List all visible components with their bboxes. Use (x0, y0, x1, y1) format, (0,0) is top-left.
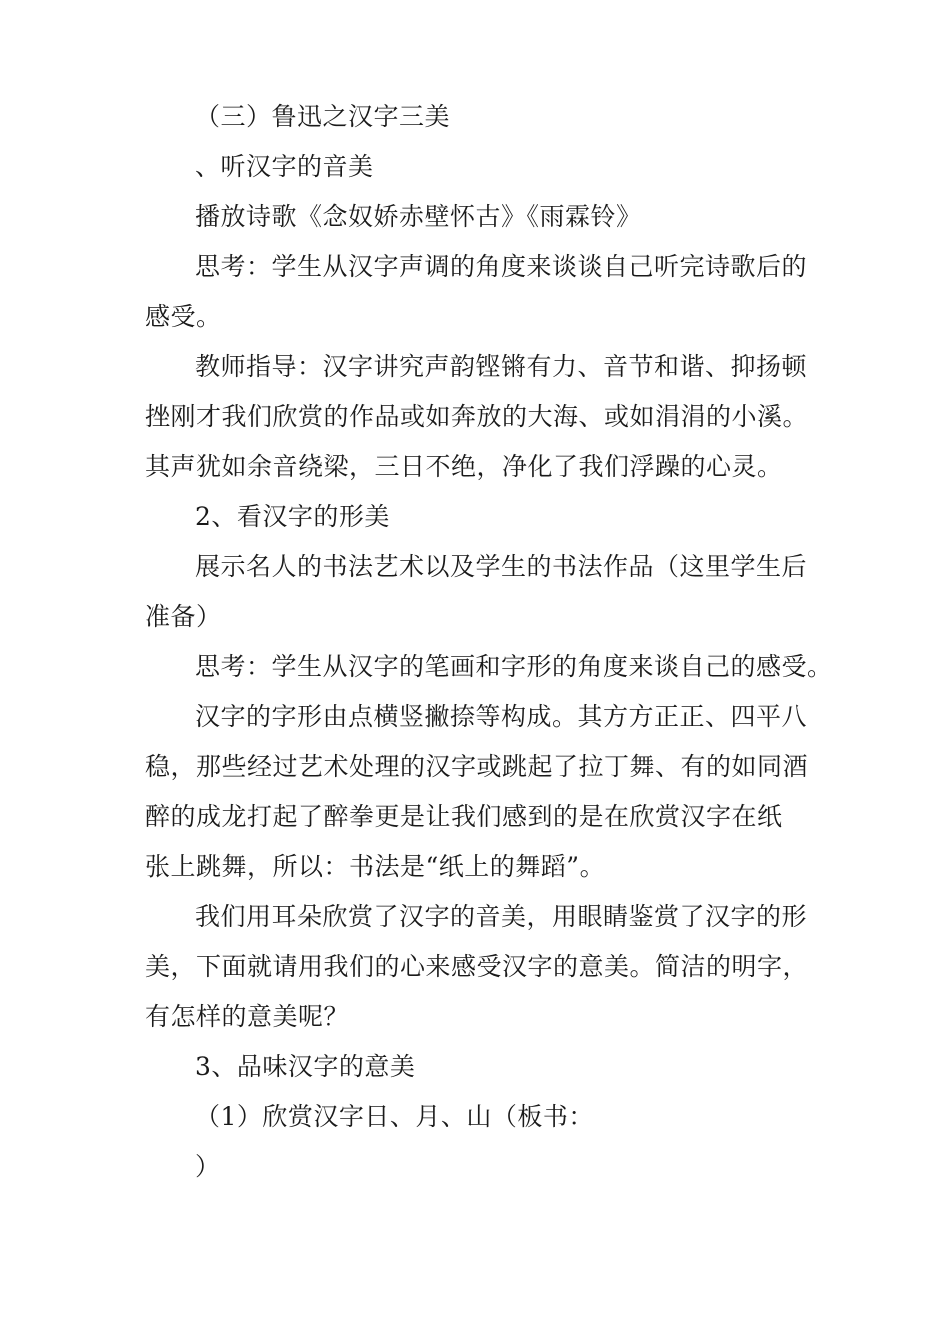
paragraph-line: 有怎样的意美呢？ (145, 1002, 350, 1031)
paragraph-line: 张上跳舞，所以：书法是“纸上的舞蹈”。 (145, 852, 606, 881)
paragraph-line: 美，下面就请用我们的心来感受汉字的意美。简洁的明字， (145, 952, 809, 981)
paragraph-line: 我们用耳朵欣赏了汉字的音美，用眼睛鉴赏了汉字的形 (195, 902, 808, 931)
paragraph-line: 感受。 (145, 302, 222, 331)
paragraph-line: 教师指导：汉字讲究声韵铿锵有力、音节和谐、抑扬顿 (195, 352, 808, 381)
paragraph-line: 准备） (145, 602, 222, 631)
paragraph-line: 思考：学生从汉字的笔画和字形的角度来谈自己的感受。 (195, 652, 833, 681)
paragraph-line: 挫刚才我们欣赏的作品或如奔放的大海、或如涓涓的小溪。 (145, 402, 809, 431)
paragraph-line: 思考：学生从汉字声调的角度来谈谈自己听完诗歌后的 (195, 252, 808, 281)
paragraph-line: （1）欣赏汉字日、月、山（板书： (195, 1102, 594, 1131)
paragraph-line: ） (195, 1152, 221, 1181)
paragraph-line: 其声犹如余音绕梁，三日不绝，净化了我们浮躁的心灵。 (145, 452, 783, 481)
subsection-heading: 3、品味汉字的意美 (195, 1052, 416, 1081)
subsection-heading: 2、看汉字的形美 (195, 502, 390, 531)
paragraph-line: 展示名人的书法艺术以及学生的书法作品（这里学生后 (195, 552, 808, 581)
paragraph-line: 播放诗歌《念奴娇赤壁怀古》《雨霖铃》 (195, 202, 642, 231)
section-heading: （三）鲁迅之汉字三美 (195, 102, 451, 131)
subsection-heading: 、听汉字的音美 (195, 152, 374, 181)
paragraph-line: 醉的成龙打起了醉拳更是让我们感到的是在欣赏汉字在纸 (145, 802, 783, 831)
paragraph-line: 稳，那些经过艺术处理的汉字或跳起了拉丁舞、有的如同酒 (145, 752, 809, 781)
paragraph-line: 汉字的字形由点横竖撇捺等构成。其方方正正、四平八 (195, 702, 808, 731)
